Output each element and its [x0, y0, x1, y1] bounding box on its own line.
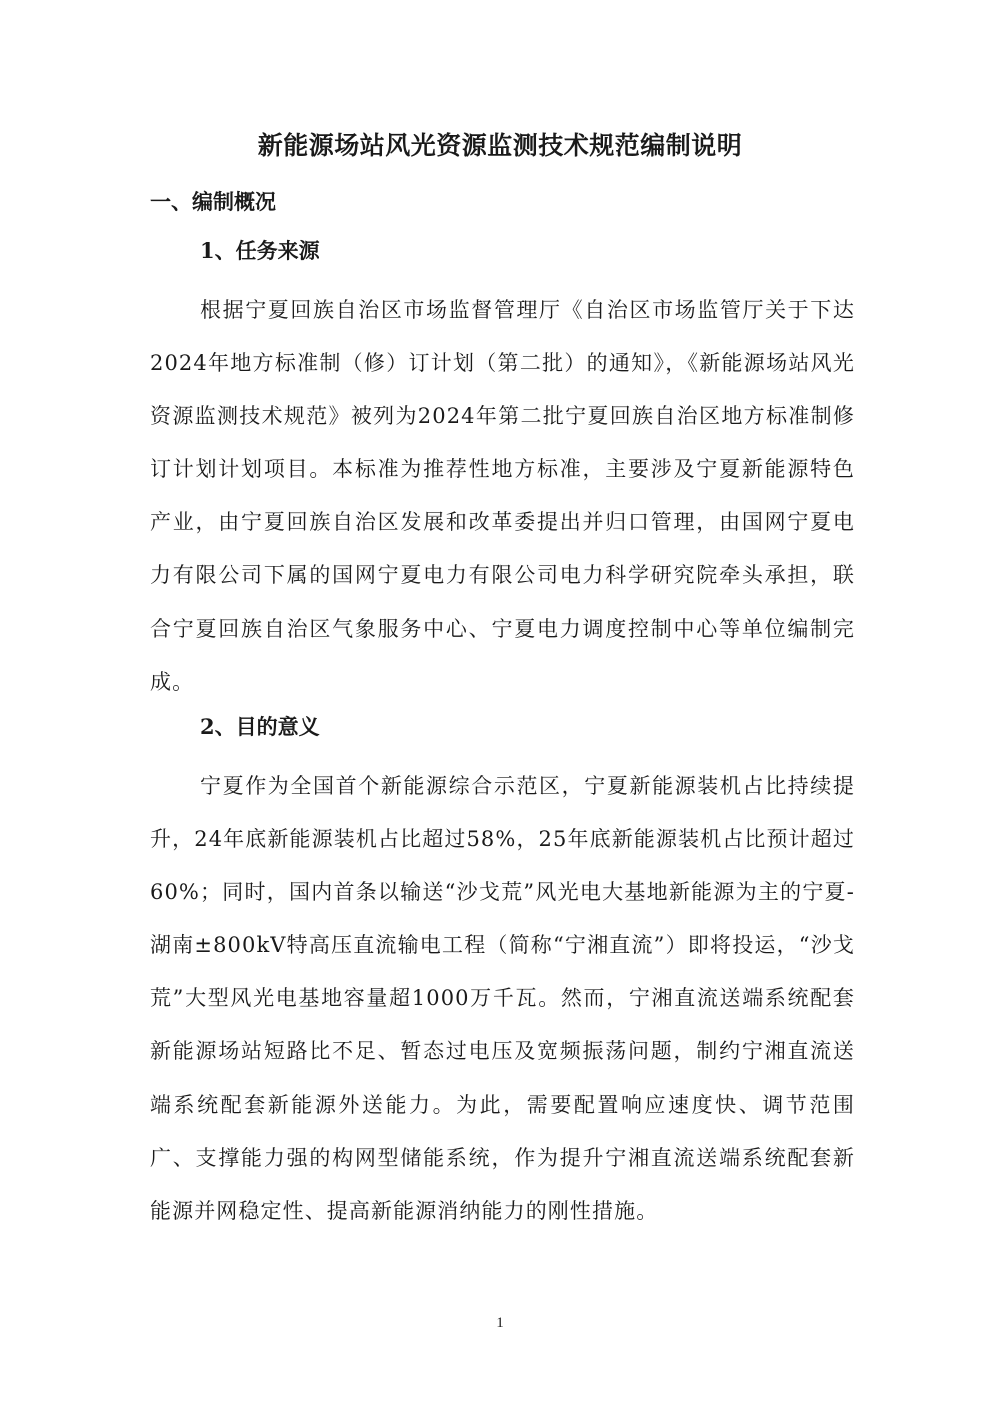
subsection-heading-task-source: 1、任务来源: [200, 238, 320, 263]
page-number: 1: [496, 1315, 504, 1331]
subsection-heading-purpose: 2、目的意义: [200, 714, 320, 739]
document-title: 新能源场站风光资源监测技术规范编制说明: [257, 131, 743, 160]
section-heading-overview: 一、编制概况: [150, 189, 276, 214]
paragraph-task-source: 根据宁夏回族自治区市场监督管理厅《自治区市场监管厅关于下达2024年地方标准制（修）订计划（第二批）的通知》，《新能源场站风光资源监测技术规范》被列为2024年第二批宁夏回族自治区地方标准制修订计划计划项目。本标准为推荐性地方标准，主要涉及宁夏新能源特色产业，由宁夏回族自治区发展和改革委提出并归口管理，由国网宁夏电力有限公司下属的国网宁夏电力有限公司电力科学研究院牵头承担，联合宁夏回族自治区气象服务中心、宁夏电力调度控制中心等单位编制完成。: [150, 298, 855, 694]
paragraph-purpose: 宁夏作为全国首个新能源综合示范区，宁夏新能源装机占比持续提升，24年底新能源装机占比超过58%，25年底新能源装机占比预计超过60%；同时，国内首条以输送“沙戈荒”风光电大基地新能源为主的宁夏-湖南±800kV特高压直流输电工程（简称“宁湘直流”）即将投运，“沙戈荒”大型风光电基地容量超1000万千瓦。然而，宁湘直流送端系统配套新能源场站短路比不足、暂态过电压及宽频振荡问题，制约宁湘直流送端系统配套新能源外送能力。为此，需要配置响应速度快、调节范围广、支撑能力强的构网型储能系统，作为提升宁湘直流送端系统配套新能源并网稳定性、提高新能源消纳能力的刚性措施。: [150, 774, 855, 1223]
